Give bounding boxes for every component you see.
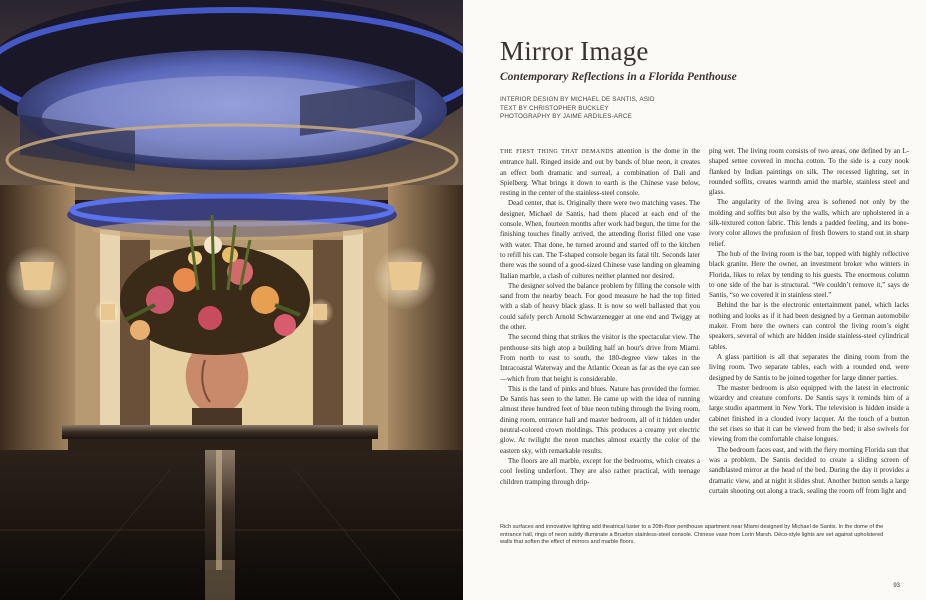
lead-paragraph	[500, 146, 700, 198]
credit-photography: PHOTOGRAPHY BY JAIME ARDILES-ARCE	[500, 113, 632, 121]
paragraph: The bedroom faces east, and with the fiery morning Florida sun that was a problem. De Santis decided to create a sliding screen of sandblasted mirror at the head of the bed. During the day it provides a dramatic view, and at night it slides shut. Another button sends a large curtain shooting out along a track, sealing the room off from light and	[709, 445, 909, 495]
credit-text: TEXT BY CHRISTOPHER BUCKLEY	[500, 104, 609, 112]
console-top	[62, 425, 378, 439]
paragraph: A glass partition is all that separates the dining room from the living room. Two separate tables, each with a rounded end, were designed by de Santis to be joined together for large dinner parties.	[709, 352, 909, 382]
photo-caption: Rich surfaces and innovative lighting add theatrical luster to a 20th-floor penthouse apartment near Miami designed by Michael de Santis. In the dome of the entrance hall, rings of neon subtly illuminate a Brueton stainless-steel console. Chinese vase from Lorin Marsh. Déco-style lights are set against upholstered walls that soften the effect of mirrors and marble floors.	[500, 524, 884, 546]
article-credits	[500, 96, 655, 122]
paragraph: The angularity of the living area is softened not only by the molding and soffits but also by the walls, which are upholstered in a silk-textured cotton fabric. This lends a padded feeling, and its bone-ivory color allows the profusion of fresh flowers to stand out in sharp relief.	[709, 198, 909, 248]
paragraph: The second thing that strikes the visitor is the spectacular view. The penthouse sits high atop a building half an hour's drive from Miami. From north to east to south, the 180-degree view takes in the Intracoastal Waterway and the Atlantic Ocean as far as the eye can see—which from that height is considerable.	[500, 333, 700, 383]
article-title: Mirror Image	[500, 36, 649, 66]
article-subtitle: Contemporary Reflections in a Florida Penthouse	[500, 71, 737, 83]
body-column-left	[500, 146, 700, 520]
page-number: 93	[893, 583, 900, 589]
sconce-left	[20, 262, 54, 290]
credit-design: INTERIOR DESIGN BY MICHAEL DE SANTIS, ASID	[500, 96, 655, 103]
article-page	[463, 0, 926, 600]
paragraph: Behind the bar is the electronic entertainment panel, which lacks nothing and looks as if it had been designed by a German automobile maker. From here the owners can control the living room’s eight speakers, several of which are hidden inside stainless-steel cylindrical tables.	[709, 301, 909, 351]
body-column-right	[709, 146, 909, 520]
paragraph: ping wet. The living room consists of two areas, one defined by an L-shaped settee covered in mocha cotton. To the side is a cozy nook flanked by Indian paintings on silk. The recessed lighting, set in rounded soffits, creates warmth amid the marble, stainless steel and glass.	[709, 147, 909, 197]
lead-in-caps: THE FIRST THING THAT DEMANDS	[500, 149, 614, 155]
paragraph: The master bedroom is also equipped with the latest in electronic wizardry and creature comforts. De Santis says it reminds him of a large studio apartment in New York. The television is hidden inside a cabinet finished in a clouded ivory lacquer. At the touch of a button the set rises so that it can be viewed from the bed; it also swivels for viewing from the comfortable chaise longues.	[709, 383, 909, 444]
paragraph: The floors are all marble, except for the bedrooms, which creates a cool feeling underfoot. They are also rather practical, with teenage children tramping through drip-	[500, 456, 700, 486]
sconce-right	[388, 262, 422, 290]
paragraph: The hub of the living room is the bar, topped with highly reflective black granite. Here the owner, an investment broker who winters in Florida, likes to relax by tending to his guests. The enormous column to one side of the bar is structural. “We couldn’t remove it,” says de Santis, “so we covered it in stainless steel.”	[709, 249, 909, 300]
paragraph: This is the land of pinks and blues. Nature has provided the former. De Santis has seen to the latter. He came up with the idea of running almost three hundred feet of blue neon tubing through the living room, dining room, entrance hall and master bedroom, all of it hidden under neutral-colored crown moldings. This produces a creamy yet electric glow. At twilight the neon matches almost exactly the color of the eastern sky, with remarkable results.	[500, 384, 700, 455]
paragraph: The designer solved the balance problem by filling the console with sand from the nearby beach. For good measure he had the top fitted with a slab of heavy black glass. It is now so well ballasted that you could safely perch Arnold Schwarzenegger at one end and Twiggy at the other.	[500, 281, 700, 332]
paragraph: Dead center, that is. Originally there were two matching vases. The designer, Michael de Santis, had them placed at each end of the console. When, fourteen months after work had begun, the time for the finishing touches finally arrived, the attending florist filled one vase with water. That done, he turned around and started off to the kitchen to refill his can. The T-shaped console began its fatal tilt. Seconds later there was the sound of a good-sized Chinese vase landing on gleaming Italian marble, a clash of cultures neither planned nor desired.	[500, 199, 700, 280]
paragraph: attention is the dome in the entrance hall. Ringed inside and out by bands of blue neon, it creates an effect both dramatic and surreal, a combination of Dali and Spielberg. What brings it down to earth is the Chinese vase below, resting in the center of the stainless-steel console.	[500, 147, 700, 198]
